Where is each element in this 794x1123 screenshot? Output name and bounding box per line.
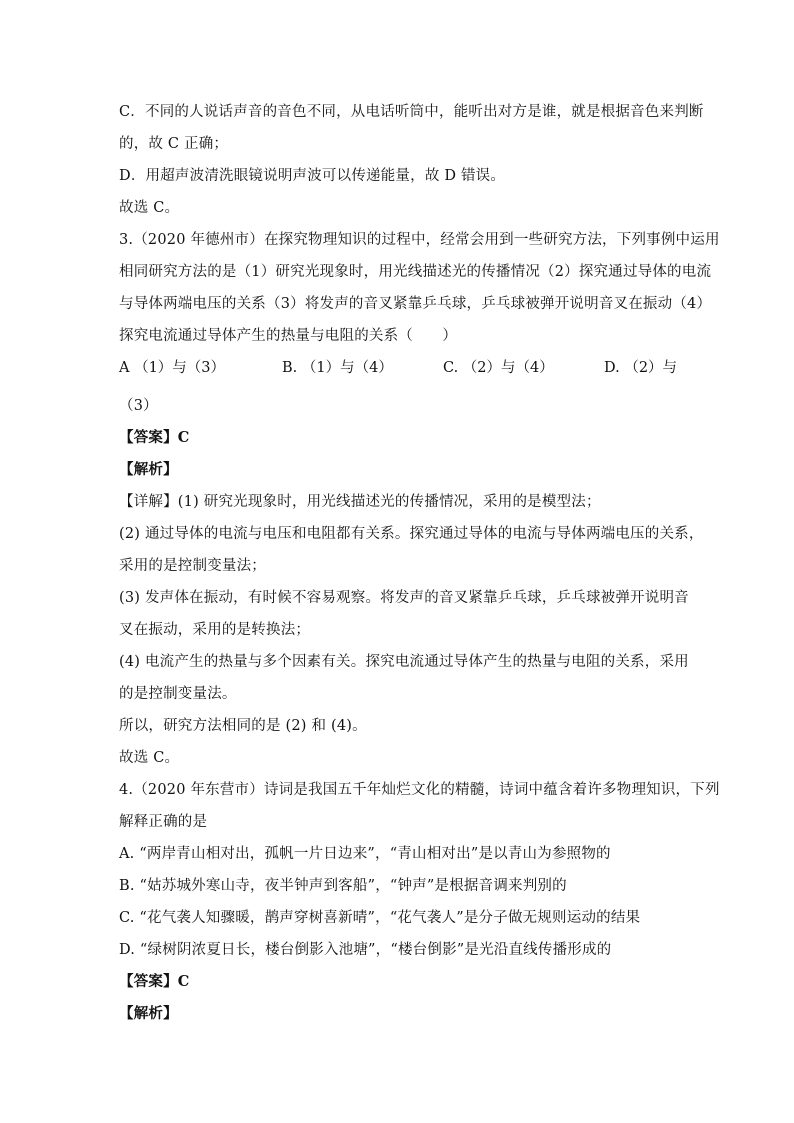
q4-option-d: D. “绿树阴浓夏日长，楼台倒影入池塘”，“楼台倒影”是光沿直线传播形成的 [119, 942, 612, 958]
prev-choose: 故选 C。 [119, 200, 180, 216]
q4-stem-line2: 解释正确的是 [119, 814, 208, 830]
prev-option-d: D．用超声波清洗眼镜说明声波可以传递能量，故 D 错误。 [119, 168, 506, 184]
q3-option-d-continued: （3） [119, 398, 158, 414]
q3-option-a: A （1）与（3） [119, 360, 226, 376]
q4-answer: 【答案】C [119, 973, 190, 990]
q4-option-c: C. “花气袭人知骤暖，鹊声穿树喜新晴”，“花气袭人”是分子做无规则运动的结果 [119, 910, 641, 926]
q4-option-b: B. “姑苏城外寒山寺，夜半钟声到客船”，“钟声”是根据音调来判别的 [119, 878, 567, 894]
q3-detail-line6: (4) 电流产生的热量与多个因素有关。探究电流通过导体产生的热量与电阻的关系，采用 [119, 654, 689, 670]
q3-stem-line3: 与导体两端电压的关系（3）将发声的音叉紧靠乒乓球，乒乓球被弹开说明音叉在振动（4） [119, 296, 712, 312]
q3-detail-line8: 所以，研究方法相同的是 (2) 和 (4)。 [119, 718, 367, 734]
q3-detail-line3: 采用的是控制变量法； [119, 558, 266, 574]
q3-detail-line5: 叉在振动，采用的是转换法； [119, 622, 311, 638]
q3-stem-line2: 相同研究方法的是（1）研究光现象时，用光线描述光的传播情况（2）探究通过导体的电流 [119, 264, 712, 280]
q3-stem-line4: 探究电流通过导体产生的热量与电阻的关系（ ） [119, 328, 458, 344]
q3-stem-line1: 3.（2020 年德州市）在探究物理知识的过程中，经常会用到一些研究方法，下列事例中运用 [119, 232, 720, 248]
q3-detail-line7: 的是控制变量法。 [119, 686, 237, 702]
q3-option-b: B. （1）与（4） [282, 360, 393, 376]
prev-option-c-line2: 的，故 C 正确； [119, 136, 229, 152]
prev-option-c-line1: C．不同的人说话声音的音色不同，从电话听筒中，能听出对方是谁，就是根据音色来判断 [119, 104, 704, 120]
q3-choose: 故选 C。 [119, 750, 180, 766]
q3-detail-line2: (2) 通过导体的电流与电压和电阻都有关系。探究通过导体的电流与导体两端电压的关系， [119, 526, 704, 542]
q3-answer: 【答案】C [119, 429, 190, 446]
q3-detail-line4: (3) 发声体在振动，有时候不容易观察。将发声的音叉紧靠乒乓球，乒乓球被弹开说明音 [119, 590, 689, 606]
q3-option-c: C. （2）与（4） [443, 360, 554, 376]
q4-analysis-heading: 【解析】 [119, 1005, 178, 1022]
q4-option-a: A. “两岸青山相对出，孤帆一片日边来”，“青山相对出”是以青山为参照物的 [119, 846, 611, 862]
q3-detail-line1: 【详解】(1) 研究光现象时，用光线描述光的传播情况，采用的是模型法； [119, 494, 601, 510]
q4-stem-line1: 4.（2020 年东营市）诗词是我国五千年灿烂文化的精髓，诗词中蕴含着许多物理知识，下列 [119, 782, 720, 798]
q3-option-d: D. （2）与 [604, 360, 678, 376]
q3-analysis-heading: 【解析】 [119, 461, 178, 478]
